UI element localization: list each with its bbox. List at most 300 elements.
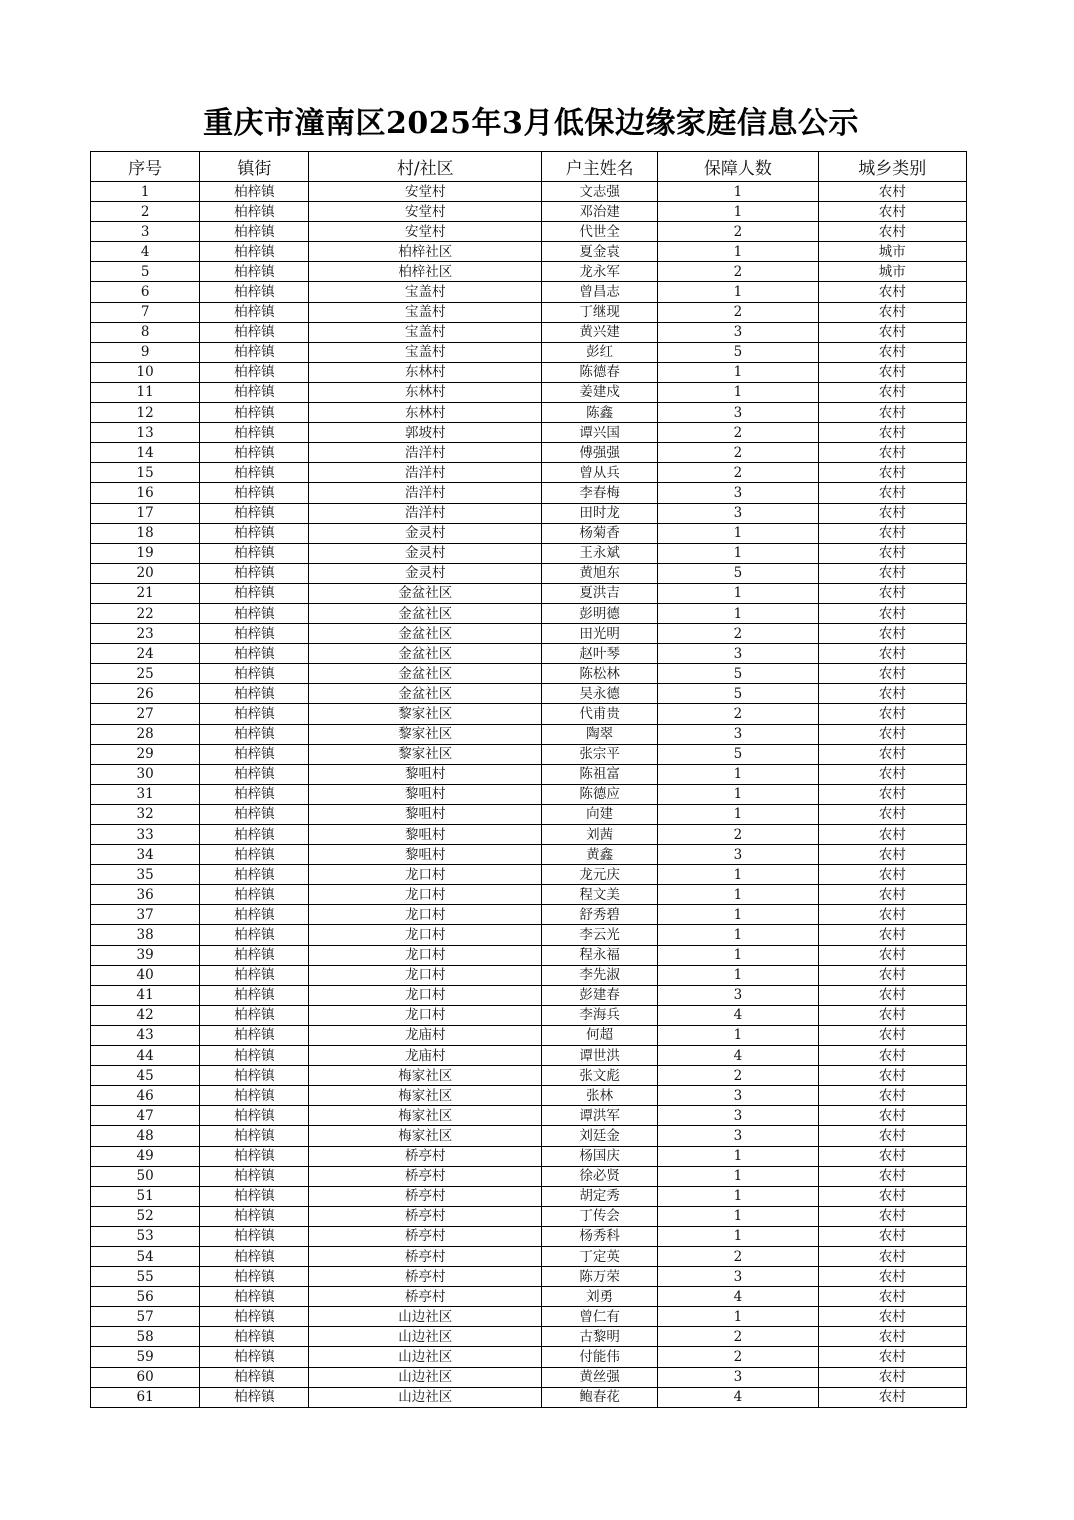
cell-covered-persons: 2 <box>658 1347 818 1367</box>
cell-urban-rural-type: 农村 <box>818 1166 966 1186</box>
cell-serial-number: 4 <box>91 242 200 262</box>
cell-householder-name: 陈万荣 <box>541 1267 657 1287</box>
cell-town: 柏梓镇 <box>200 925 309 945</box>
cell-town: 柏梓镇 <box>200 885 309 905</box>
cell-urban-rural-type: 农村 <box>818 845 966 865</box>
header-town: 镇街 <box>200 152 309 182</box>
cell-serial-number: 28 <box>91 724 200 744</box>
cell-covered-persons: 3 <box>658 644 818 664</box>
cell-town: 柏梓镇 <box>200 202 309 222</box>
cell-covered-persons: 1 <box>658 784 818 804</box>
cell-covered-persons: 4 <box>658 1046 818 1066</box>
cell-serial-number: 56 <box>91 1287 200 1307</box>
cell-village-community: 金灵村 <box>309 523 542 543</box>
cell-town: 柏梓镇 <box>200 724 309 744</box>
cell-serial-number: 42 <box>91 1005 200 1025</box>
cell-householder-name: 曾从兵 <box>541 463 657 483</box>
cell-village-community: 黎家社区 <box>309 724 542 744</box>
cell-urban-rural-type: 农村 <box>818 985 966 1005</box>
cell-urban-rural-type: 农村 <box>818 724 966 744</box>
cell-village-community: 东林村 <box>309 362 542 382</box>
cell-town: 柏梓镇 <box>200 563 309 583</box>
cell-householder-name: 陈松林 <box>541 664 657 684</box>
cell-village-community: 梅家社区 <box>309 1066 542 1086</box>
cell-covered-persons: 2 <box>658 825 818 845</box>
cell-village-community: 柏梓社区 <box>309 242 542 262</box>
cell-village-community: 宝盖村 <box>309 302 542 322</box>
cell-urban-rural-type: 农村 <box>818 362 966 382</box>
cell-village-community: 梅家社区 <box>309 1106 542 1126</box>
table-row <box>91 905 967 925</box>
cell-town: 柏梓镇 <box>200 382 309 402</box>
cell-urban-rural-type: 农村 <box>818 1226 966 1246</box>
table-row <box>91 925 967 945</box>
cell-town: 柏梓镇 <box>200 503 309 523</box>
cell-urban-rural-type: 农村 <box>818 543 966 563</box>
cell-urban-rural-type: 农村 <box>818 1367 966 1387</box>
cell-householder-name: 李云光 <box>541 925 657 945</box>
cell-urban-rural-type: 农村 <box>818 664 966 684</box>
cell-covered-persons: 5 <box>658 664 818 684</box>
cell-serial-number: 21 <box>91 583 200 603</box>
table-row <box>91 1307 967 1327</box>
cell-village-community: 龙庙村 <box>309 1046 542 1066</box>
cell-covered-persons: 1 <box>658 764 818 784</box>
table-row <box>91 1226 967 1246</box>
cell-serial-number: 55 <box>91 1267 200 1287</box>
cell-serial-number: 1 <box>91 182 200 202</box>
cell-serial-number: 26 <box>91 684 200 704</box>
cell-householder-name: 胡定秀 <box>541 1186 657 1206</box>
cell-urban-rural-type: 农村 <box>818 704 966 724</box>
cell-village-community: 东林村 <box>309 382 542 402</box>
cell-serial-number: 43 <box>91 1025 200 1045</box>
cell-serial-number: 29 <box>91 744 200 764</box>
cell-village-community: 金灵村 <box>309 543 542 563</box>
table-row <box>91 543 967 563</box>
cell-householder-name: 李春梅 <box>541 483 657 503</box>
table-header-row <box>91 152 967 182</box>
cell-serial-number: 19 <box>91 543 200 563</box>
cell-village-community: 金盆社区 <box>309 684 542 704</box>
cell-village-community: 山边社区 <box>309 1387 542 1407</box>
cell-serial-number: 27 <box>91 704 200 724</box>
header-householder-name: 户主姓名 <box>541 152 657 182</box>
cell-householder-name: 李先淑 <box>541 965 657 985</box>
cell-village-community: 龙口村 <box>309 905 542 925</box>
cell-householder-name: 龙永军 <box>541 262 657 282</box>
cell-covered-persons: 3 <box>658 1126 818 1146</box>
cell-covered-persons: 1 <box>658 282 818 302</box>
cell-householder-name: 夏洪吉 <box>541 583 657 603</box>
cell-covered-persons: 4 <box>658 1287 818 1307</box>
cell-town: 柏梓镇 <box>200 322 309 342</box>
cell-covered-persons: 3 <box>658 724 818 744</box>
cell-householder-name: 程文美 <box>541 885 657 905</box>
cell-serial-number: 34 <box>91 845 200 865</box>
cell-village-community: 黎咀村 <box>309 784 542 804</box>
page-title: 重庆市潼南区2025年3月低保边缘家庭信息公示 <box>203 106 859 141</box>
cell-covered-persons: 3 <box>658 845 818 865</box>
cell-householder-name: 丁继现 <box>541 302 657 322</box>
cell-urban-rural-type: 农村 <box>818 1106 966 1126</box>
cell-urban-rural-type: 农村 <box>818 443 966 463</box>
table-row <box>91 885 967 905</box>
header-village-community: 村/社区 <box>309 152 542 182</box>
table-row <box>91 724 967 744</box>
cell-urban-rural-type: 农村 <box>818 865 966 885</box>
cell-householder-name: 付能伟 <box>541 1347 657 1367</box>
cell-serial-number: 8 <box>91 322 200 342</box>
cell-urban-rural-type: 农村 <box>818 342 966 362</box>
table-row <box>91 182 967 202</box>
cell-village-community: 黎家社区 <box>309 704 542 724</box>
cell-village-community: 龙庙村 <box>309 1025 542 1045</box>
cell-householder-name: 曾仁有 <box>541 1307 657 1327</box>
cell-householder-name: 彭建春 <box>541 985 657 1005</box>
cell-householder-name: 陈德春 <box>541 362 657 382</box>
cell-town: 柏梓镇 <box>200 624 309 644</box>
cell-village-community: 金盆社区 <box>309 583 542 603</box>
cell-village-community: 浩洋村 <box>309 443 542 463</box>
cell-householder-name: 文志强 <box>541 182 657 202</box>
cell-covered-persons: 3 <box>658 403 818 423</box>
cell-serial-number: 35 <box>91 865 200 885</box>
cell-town: 柏梓镇 <box>200 1166 309 1186</box>
cell-covered-persons: 2 <box>658 1246 818 1266</box>
cell-covered-persons: 1 <box>658 925 818 945</box>
cell-serial-number: 44 <box>91 1046 200 1066</box>
cell-serial-number: 50 <box>91 1166 200 1186</box>
cell-serial-number: 47 <box>91 1106 200 1126</box>
cell-urban-rural-type: 农村 <box>818 1206 966 1226</box>
cell-urban-rural-type: 农村 <box>818 523 966 543</box>
cell-town: 柏梓镇 <box>200 483 309 503</box>
cell-covered-persons: 2 <box>658 443 818 463</box>
cell-village-community: 宝盖村 <box>309 282 542 302</box>
cell-covered-persons: 4 <box>658 1005 818 1025</box>
cell-serial-number: 17 <box>91 503 200 523</box>
cell-serial-number: 39 <box>91 945 200 965</box>
cell-serial-number: 32 <box>91 804 200 824</box>
beneficiary-table <box>90 151 967 1408</box>
cell-householder-name: 代甫贵 <box>541 704 657 724</box>
cell-town: 柏梓镇 <box>200 1025 309 1045</box>
cell-serial-number: 24 <box>91 644 200 664</box>
cell-householder-name: 黄丝强 <box>541 1367 657 1387</box>
cell-urban-rural-type: 农村 <box>818 302 966 322</box>
cell-town: 柏梓镇 <box>200 1367 309 1387</box>
cell-town: 柏梓镇 <box>200 222 309 242</box>
cell-covered-persons: 3 <box>658 503 818 523</box>
table-row <box>91 1005 967 1025</box>
cell-village-community: 黎咀村 <box>309 825 542 845</box>
cell-covered-persons: 1 <box>658 603 818 623</box>
cell-village-community: 金盆社区 <box>309 644 542 664</box>
cell-town: 柏梓镇 <box>200 443 309 463</box>
cell-urban-rural-type: 农村 <box>818 1146 966 1166</box>
cell-town: 柏梓镇 <box>200 965 309 985</box>
cell-urban-rural-type: 农村 <box>818 1327 966 1347</box>
table-row <box>91 222 967 242</box>
table-row <box>91 1206 967 1226</box>
table-row <box>91 764 967 784</box>
table-row <box>91 684 967 704</box>
cell-village-community: 黎咀村 <box>309 845 542 865</box>
cell-village-community: 黎咀村 <box>309 764 542 784</box>
cell-urban-rural-type: 农村 <box>818 925 966 945</box>
cell-householder-name: 陶翠 <box>541 724 657 744</box>
table-row <box>91 1367 967 1387</box>
cell-covered-persons: 1 <box>658 1186 818 1206</box>
cell-covered-persons: 2 <box>658 302 818 322</box>
table-row <box>91 664 967 684</box>
cell-covered-persons: 1 <box>658 1206 818 1226</box>
cell-householder-name: 王永斌 <box>541 543 657 563</box>
table-row <box>91 362 967 382</box>
cell-urban-rural-type: 农村 <box>818 1307 966 1327</box>
header-covered-persons: 保障人数 <box>658 152 818 182</box>
cell-householder-name: 黄旭东 <box>541 563 657 583</box>
cell-urban-rural-type: 农村 <box>818 644 966 664</box>
cell-covered-persons: 2 <box>658 423 818 443</box>
cell-town: 柏梓镇 <box>200 1146 309 1166</box>
cell-village-community: 宝盖村 <box>309 342 542 362</box>
table-body <box>91 182 967 1408</box>
cell-town: 柏梓镇 <box>200 1387 309 1407</box>
table-row <box>91 704 967 724</box>
cell-serial-number: 9 <box>91 342 200 362</box>
cell-serial-number: 40 <box>91 965 200 985</box>
table-row <box>91 503 967 523</box>
cell-covered-persons: 1 <box>658 945 818 965</box>
table-row <box>91 202 967 222</box>
cell-householder-name: 谭兴国 <box>541 423 657 443</box>
cell-householder-name: 赵叶琴 <box>541 644 657 664</box>
cell-town: 柏梓镇 <box>200 905 309 925</box>
cell-urban-rural-type: 农村 <box>818 202 966 222</box>
cell-serial-number: 11 <box>91 382 200 402</box>
table-row <box>91 945 967 965</box>
cell-town: 柏梓镇 <box>200 644 309 664</box>
cell-town: 柏梓镇 <box>200 583 309 603</box>
table-row <box>91 985 967 1005</box>
cell-urban-rural-type: 农村 <box>818 1186 966 1206</box>
cell-serial-number: 3 <box>91 222 200 242</box>
cell-covered-persons: 2 <box>658 262 818 282</box>
cell-householder-name: 杨菊香 <box>541 523 657 543</box>
cell-town: 柏梓镇 <box>200 1186 309 1206</box>
table-row <box>91 744 967 764</box>
table-row <box>91 1025 967 1045</box>
cell-village-community: 浩洋村 <box>309 463 542 483</box>
table-row <box>91 403 967 423</box>
cell-serial-number: 20 <box>91 563 200 583</box>
cell-village-community: 山边社区 <box>309 1327 542 1347</box>
cell-covered-persons: 2 <box>658 1066 818 1086</box>
cell-householder-name: 谭世洪 <box>541 1046 657 1066</box>
table-row <box>91 302 967 322</box>
cell-urban-rural-type: 城市 <box>818 262 966 282</box>
cell-town: 柏梓镇 <box>200 985 309 1005</box>
cell-householder-name: 陈德应 <box>541 784 657 804</box>
cell-village-community: 桥亭村 <box>309 1287 542 1307</box>
cell-village-community: 金盆社区 <box>309 664 542 684</box>
table-row <box>91 784 967 804</box>
cell-householder-name: 张文彪 <box>541 1066 657 1086</box>
cell-town: 柏梓镇 <box>200 182 309 202</box>
cell-covered-persons: 1 <box>658 1166 818 1186</box>
cell-urban-rural-type: 城市 <box>818 242 966 262</box>
cell-covered-persons: 1 <box>658 182 818 202</box>
cell-serial-number: 49 <box>91 1146 200 1166</box>
cell-serial-number: 31 <box>91 784 200 804</box>
cell-urban-rural-type: 农村 <box>818 1387 966 1407</box>
cell-serial-number: 57 <box>91 1307 200 1327</box>
cell-covered-persons: 3 <box>658 985 818 1005</box>
cell-covered-persons: 3 <box>658 322 818 342</box>
table-row <box>91 1287 967 1307</box>
cell-covered-persons: 1 <box>658 804 818 824</box>
cell-householder-name: 龙元庆 <box>541 865 657 885</box>
cell-village-community: 龙口村 <box>309 945 542 965</box>
cell-householder-name: 邓治建 <box>541 202 657 222</box>
cell-householder-name: 刘茜 <box>541 825 657 845</box>
cell-covered-persons: 1 <box>658 1307 818 1327</box>
cell-serial-number: 52 <box>91 1206 200 1226</box>
cell-village-community: 桥亭村 <box>309 1166 542 1186</box>
table-row <box>91 644 967 664</box>
cell-village-community: 金盆社区 <box>309 603 542 623</box>
cell-householder-name: 李海兵 <box>541 1005 657 1025</box>
cell-householder-name: 陈鑫 <box>541 403 657 423</box>
cell-urban-rural-type: 农村 <box>818 1267 966 1287</box>
cell-town: 柏梓镇 <box>200 664 309 684</box>
cell-covered-persons: 5 <box>658 342 818 362</box>
cell-covered-persons: 1 <box>658 1025 818 1045</box>
cell-serial-number: 25 <box>91 664 200 684</box>
cell-town: 柏梓镇 <box>200 684 309 704</box>
cell-householder-name: 丁定英 <box>541 1246 657 1266</box>
cell-serial-number: 7 <box>91 302 200 322</box>
cell-village-community: 山边社区 <box>309 1347 542 1367</box>
cell-covered-persons: 2 <box>658 463 818 483</box>
cell-serial-number: 2 <box>91 202 200 222</box>
cell-serial-number: 22 <box>91 603 200 623</box>
table-row <box>91 282 967 302</box>
cell-town: 柏梓镇 <box>200 804 309 824</box>
table-row <box>91 1066 967 1086</box>
cell-village-community: 龙口村 <box>309 1005 542 1025</box>
table-row <box>91 1166 967 1186</box>
cell-serial-number: 33 <box>91 825 200 845</box>
cell-town: 柏梓镇 <box>200 1347 309 1367</box>
cell-town: 柏梓镇 <box>200 845 309 865</box>
cell-householder-name: 曾昌志 <box>541 282 657 302</box>
cell-covered-persons: 1 <box>658 382 818 402</box>
cell-householder-name: 彭明德 <box>541 603 657 623</box>
cell-town: 柏梓镇 <box>200 403 309 423</box>
cell-urban-rural-type: 农村 <box>818 1005 966 1025</box>
cell-covered-persons: 4 <box>658 1387 818 1407</box>
cell-urban-rural-type: 农村 <box>818 403 966 423</box>
cell-village-community: 安堂村 <box>309 202 542 222</box>
table-row <box>91 443 967 463</box>
cell-village-community: 黎家社区 <box>309 744 542 764</box>
cell-village-community: 浩洋村 <box>309 503 542 523</box>
cell-householder-name: 杨国庆 <box>541 1146 657 1166</box>
table-row <box>91 1106 967 1126</box>
cell-serial-number: 30 <box>91 764 200 784</box>
cell-urban-rural-type: 农村 <box>818 423 966 443</box>
cell-covered-persons: 3 <box>658 1267 818 1287</box>
cell-town: 柏梓镇 <box>200 865 309 885</box>
table-row <box>91 1347 967 1367</box>
cell-serial-number: 61 <box>91 1387 200 1407</box>
table-row <box>91 342 967 362</box>
cell-covered-persons: 1 <box>658 965 818 985</box>
cell-covered-persons: 3 <box>658 483 818 503</box>
cell-town: 柏梓镇 <box>200 1287 309 1307</box>
cell-serial-number: 37 <box>91 905 200 925</box>
cell-town: 柏梓镇 <box>200 523 309 543</box>
cell-town: 柏梓镇 <box>200 744 309 764</box>
table-row <box>91 1267 967 1287</box>
cell-village-community: 金盆社区 <box>309 624 542 644</box>
cell-serial-number: 60 <box>91 1367 200 1387</box>
cell-householder-name: 代世全 <box>541 222 657 242</box>
cell-serial-number: 16 <box>91 483 200 503</box>
cell-covered-persons: 1 <box>658 885 818 905</box>
cell-serial-number: 53 <box>91 1226 200 1246</box>
cell-town: 柏梓镇 <box>200 825 309 845</box>
cell-householder-name: 吴永德 <box>541 684 657 704</box>
cell-covered-persons: 1 <box>658 543 818 563</box>
cell-serial-number: 14 <box>91 443 200 463</box>
cell-householder-name: 彭红 <box>541 342 657 362</box>
cell-householder-name: 姜建戍 <box>541 382 657 402</box>
cell-serial-number: 48 <box>91 1126 200 1146</box>
cell-village-community: 桥亭村 <box>309 1246 542 1266</box>
cell-householder-name: 张宗平 <box>541 744 657 764</box>
cell-covered-persons: 3 <box>658 1367 818 1387</box>
cell-covered-persons: 1 <box>658 523 818 543</box>
cell-town: 柏梓镇 <box>200 342 309 362</box>
cell-covered-persons: 2 <box>658 704 818 724</box>
cell-householder-name: 夏金袁 <box>541 242 657 262</box>
table-row <box>91 583 967 603</box>
cell-village-community: 龙口村 <box>309 885 542 905</box>
table-row <box>91 965 967 985</box>
cell-town: 柏梓镇 <box>200 1066 309 1086</box>
cell-town: 柏梓镇 <box>200 463 309 483</box>
cell-urban-rural-type: 农村 <box>818 905 966 925</box>
cell-urban-rural-type: 农村 <box>818 282 966 302</box>
cell-serial-number: 58 <box>91 1327 200 1347</box>
cell-village-community: 柏梓社区 <box>309 262 542 282</box>
cell-urban-rural-type: 农村 <box>818 1046 966 1066</box>
table-row <box>91 1327 967 1347</box>
cell-town: 柏梓镇 <box>200 1206 309 1226</box>
cell-town: 柏梓镇 <box>200 242 309 262</box>
cell-householder-name: 丁传会 <box>541 1206 657 1226</box>
cell-town: 柏梓镇 <box>200 282 309 302</box>
cell-householder-name: 田光明 <box>541 624 657 644</box>
cell-covered-persons: 2 <box>658 222 818 242</box>
cell-town: 柏梓镇 <box>200 1267 309 1287</box>
cell-urban-rural-type: 农村 <box>818 744 966 764</box>
table-row <box>91 382 967 402</box>
